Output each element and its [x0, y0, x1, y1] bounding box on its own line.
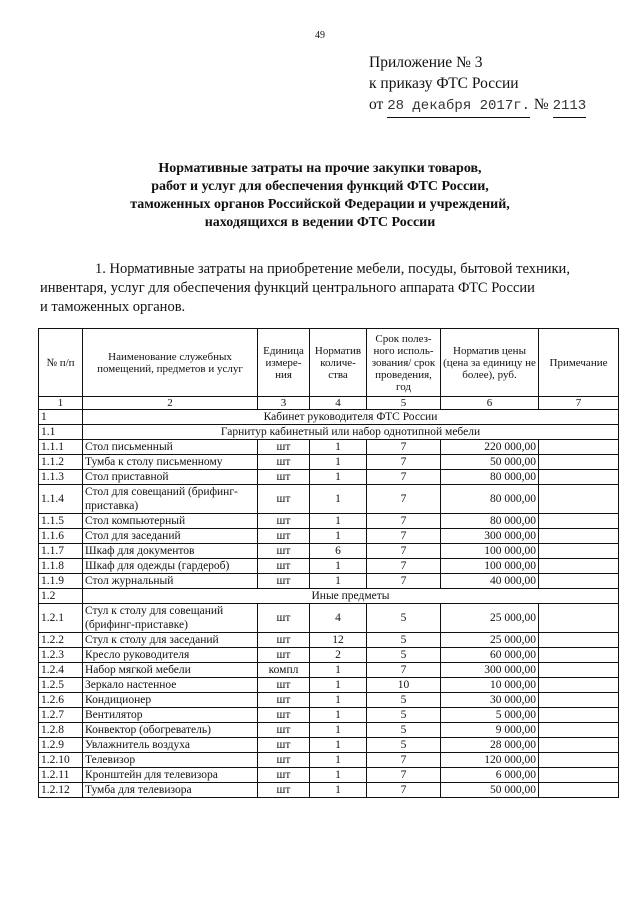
unit: шт: [258, 440, 310, 455]
unit: компл: [258, 663, 310, 678]
order-number: 2113: [553, 96, 587, 118]
table-row: [39, 440, 619, 455]
subsection-row: [39, 589, 619, 604]
price: 300 000,00: [441, 529, 539, 544]
quantity: 1: [310, 723, 367, 738]
row-number: 1.1.5: [39, 514, 83, 529]
note: [539, 440, 619, 455]
note: [539, 648, 619, 663]
table-row: [39, 455, 619, 470]
unit: шт: [258, 768, 310, 783]
useful-life: 5: [367, 633, 441, 648]
row-number: 1.2.1: [39, 604, 83, 633]
unit: шт: [258, 708, 310, 723]
table-row: [39, 768, 619, 783]
column-number: 4: [310, 397, 367, 410]
subsection-number: 1.1: [39, 425, 83, 440]
subsection-label: Гарнитур кабинетный или набор однотипной мебели: [83, 425, 619, 440]
unit: шт: [258, 604, 310, 633]
table-row: [39, 604, 619, 633]
appendix-header: [369, 52, 586, 118]
column-number: 6: [441, 397, 539, 410]
subsection-label: Иные предметы: [83, 589, 619, 604]
table-row: [39, 470, 619, 485]
appendix-title: Приложение № 3: [369, 54, 483, 71]
header-unit: Единица измере-ния: [258, 329, 310, 397]
item-name: Шкаф для документов: [83, 544, 258, 559]
header-number: № п/п: [39, 329, 83, 397]
item-name: Стул к столу для заседаний: [83, 633, 258, 648]
item-name: Увлажнитель воздуха: [83, 738, 258, 753]
column-number: 5: [367, 397, 441, 410]
row-number: 1.1.6: [39, 529, 83, 544]
table-row: [39, 678, 619, 693]
table-row: [39, 783, 619, 798]
useful-life: 7: [367, 485, 441, 514]
quantity: 12: [310, 633, 367, 648]
price: 25 000,00: [441, 604, 539, 633]
unit: шт: [258, 514, 310, 529]
row-number: 1.2.4: [39, 663, 83, 678]
note: [539, 604, 619, 633]
title-line: Нормативные затраты на прочие закупки товаров,: [158, 161, 482, 176]
row-number: 1.1.7: [39, 544, 83, 559]
section-number: 1: [39, 410, 83, 425]
unit: шт: [258, 455, 310, 470]
price: 100 000,00: [441, 559, 539, 574]
price: 80 000,00: [441, 470, 539, 485]
row-number: 1.1.3: [39, 470, 83, 485]
price: 30 000,00: [441, 693, 539, 708]
subsection-number: 1.2: [39, 589, 83, 604]
title-line: работ и услуг для обеспечения функций ФТС России,: [151, 179, 489, 194]
unit: шт: [258, 574, 310, 589]
useful-life: 7: [367, 529, 441, 544]
appendix-date-line: [369, 94, 586, 118]
note: [539, 455, 619, 470]
useful-life: 7: [367, 470, 441, 485]
quantity: 1: [310, 783, 367, 798]
row-number: 1.2.10: [39, 753, 83, 768]
useful-life: 7: [367, 440, 441, 455]
price: 80 000,00: [441, 514, 539, 529]
header-quantity: Норматив количе-ства: [310, 329, 367, 397]
page-number: 49: [315, 30, 325, 41]
price: 28 000,00: [441, 738, 539, 753]
useful-life: 7: [367, 783, 441, 798]
table-row: [39, 633, 619, 648]
useful-life: 5: [367, 648, 441, 663]
table-row: [39, 723, 619, 738]
useful-life: 10: [367, 678, 441, 693]
table-row: [39, 648, 619, 663]
useful-life: 7: [367, 544, 441, 559]
title-line: находящихся в ведении ФТС России: [204, 215, 436, 230]
row-number: 1.2.2: [39, 633, 83, 648]
useful-life: 7: [367, 559, 441, 574]
useful-life: 7: [367, 753, 441, 768]
price: 80 000,00: [441, 485, 539, 514]
unit: шт: [258, 678, 310, 693]
price: 120 000,00: [441, 753, 539, 768]
quantity: 1: [310, 738, 367, 753]
note: [539, 678, 619, 693]
unit: шт: [258, 485, 310, 514]
useful-life: 5: [367, 738, 441, 753]
item-name: Набор мягкой мебели: [83, 663, 258, 678]
quantity: 1: [310, 470, 367, 485]
useful-life: 7: [367, 768, 441, 783]
price: 6 000,00: [441, 768, 539, 783]
note: [539, 708, 619, 723]
quantity: 1: [310, 678, 367, 693]
norms-table: [38, 328, 619, 798]
price: 60 000,00: [441, 648, 539, 663]
item-name: Телевизор: [83, 753, 258, 768]
quantity: 1: [310, 663, 367, 678]
price: 40 000,00: [441, 574, 539, 589]
quantity: 1: [310, 768, 367, 783]
quantity: 1: [310, 693, 367, 708]
item-name: Стол журнальный: [83, 574, 258, 589]
header-note: Примечание: [539, 329, 619, 397]
item-name: Стол письменный: [83, 440, 258, 455]
column-number: 7: [539, 397, 619, 410]
table-row: [39, 753, 619, 768]
appendix-order-ref: к приказу ФТС России: [369, 75, 519, 92]
table-row: [39, 574, 619, 589]
item-name: Стул к столу для совещаний (брифинг-приставке): [83, 604, 258, 633]
useful-life: 7: [367, 514, 441, 529]
quantity: 1: [310, 753, 367, 768]
useful-life: 5: [367, 604, 441, 633]
row-number: 1.2.5: [39, 678, 83, 693]
item-name: Стол компьютерный: [83, 514, 258, 529]
order-date: 28 декабря 2017г.: [387, 96, 530, 118]
item-name: Стол приставной: [83, 470, 258, 485]
item-name: Тумба к столу письменному: [83, 455, 258, 470]
row-number: 1.1.2: [39, 455, 83, 470]
useful-life: 7: [367, 574, 441, 589]
header-price: Норматив цены (цена за единицу не более), руб.: [441, 329, 539, 397]
item-name: Тумба для телевизора: [83, 783, 258, 798]
section-label: Кабинет руководителя ФТС России: [83, 410, 619, 425]
subsection-row: [39, 425, 619, 440]
table-row: [39, 514, 619, 529]
note: [539, 753, 619, 768]
note: [539, 663, 619, 678]
column-number: 3: [258, 397, 310, 410]
item-name: Стол для совещаний (брифинг-приставка): [83, 485, 258, 514]
note: [539, 485, 619, 514]
note: [539, 529, 619, 544]
useful-life: 5: [367, 723, 441, 738]
price: 300 000,00: [441, 663, 539, 678]
unit: шт: [258, 470, 310, 485]
row-number: 1.1.1: [39, 440, 83, 455]
price: 220 000,00: [441, 440, 539, 455]
row-number: 1.2.6: [39, 693, 83, 708]
row-number: 1.2.8: [39, 723, 83, 738]
row-number: 1.2.7: [39, 708, 83, 723]
unit: шт: [258, 738, 310, 753]
row-number: 1.2.9: [39, 738, 83, 753]
column-number: 1: [39, 397, 83, 410]
table-row: [39, 559, 619, 574]
row-number: 1.2.12: [39, 783, 83, 798]
table-row: [39, 485, 619, 514]
item-name: Конвектор (обогреватель): [83, 723, 258, 738]
quantity: 2: [310, 648, 367, 663]
column-number-row: [39, 397, 619, 410]
quantity: 1: [310, 559, 367, 574]
table-row: [39, 529, 619, 544]
useful-life: 7: [367, 663, 441, 678]
row-number: 1.1.9: [39, 574, 83, 589]
quantity: 1: [310, 708, 367, 723]
note: [539, 738, 619, 753]
document-title: [90, 160, 550, 232]
table-header-row: [39, 329, 619, 397]
quantity: 1: [310, 529, 367, 544]
note: [539, 514, 619, 529]
quantity: 1: [310, 440, 367, 455]
price: 9 000,00: [441, 723, 539, 738]
item-name: Стол для заседаний: [83, 529, 258, 544]
price: 50 000,00: [441, 783, 539, 798]
intro-line: инвентаря, услуг для обеспечения функций центрального аппарата ФТС России: [40, 280, 535, 296]
header-term: Срок полез-ного исполь-зования/ срок проведения, год: [367, 329, 441, 397]
item-name: Кресло руководителя: [83, 648, 258, 663]
note: [539, 693, 619, 708]
section-row: [39, 410, 619, 425]
date-prefix: от: [369, 96, 384, 113]
note: [539, 633, 619, 648]
table-row: [39, 544, 619, 559]
quantity: 1: [310, 455, 367, 470]
unit: шт: [258, 753, 310, 768]
note: [539, 544, 619, 559]
note: [539, 783, 619, 798]
note: [539, 559, 619, 574]
quantity: 4: [310, 604, 367, 633]
unit: шт: [258, 544, 310, 559]
note: [539, 470, 619, 485]
unit: шт: [258, 559, 310, 574]
note: [539, 768, 619, 783]
row-number: 1.1.8: [39, 559, 83, 574]
row-number: 1.2.3: [39, 648, 83, 663]
note: [539, 574, 619, 589]
intro-line: и таможенных органов.: [40, 299, 186, 315]
intro-paragraph: [40, 260, 616, 317]
unit: шт: [258, 723, 310, 738]
item-name: Зеркало настенное: [83, 678, 258, 693]
row-number: 1.1.4: [39, 485, 83, 514]
table-row: [39, 663, 619, 678]
quantity: 1: [310, 485, 367, 514]
item-name: Кондиционер: [83, 693, 258, 708]
column-number: 2: [83, 397, 258, 410]
unit: шт: [258, 783, 310, 798]
price: 50 000,00: [441, 455, 539, 470]
table-row: [39, 738, 619, 753]
useful-life: 5: [367, 708, 441, 723]
number-prefix: №: [533, 96, 549, 113]
title-line: таможенных органов Российской Федерации и учреждений,: [130, 197, 510, 212]
table-row: [39, 693, 619, 708]
row-number: 1.2.11: [39, 768, 83, 783]
header-name: Наименование служебных помещений, предметов и услуг: [83, 329, 258, 397]
quantity: 1: [310, 574, 367, 589]
item-name: Вентилятор: [83, 708, 258, 723]
table-row: [39, 708, 619, 723]
price: 100 000,00: [441, 544, 539, 559]
note: [539, 723, 619, 738]
intro-line: 1. Нормативные затраты на приобретение мебели, посуды, бытовой техники,: [95, 261, 570, 277]
useful-life: 5: [367, 693, 441, 708]
item-name: Кронштейн для телевизора: [83, 768, 258, 783]
unit: шт: [258, 693, 310, 708]
price: 25 000,00: [441, 633, 539, 648]
unit: шт: [258, 633, 310, 648]
item-name: Шкаф для одежды (гардероб): [83, 559, 258, 574]
unit: шт: [258, 648, 310, 663]
unit: шт: [258, 529, 310, 544]
price: 10 000,00: [441, 678, 539, 693]
useful-life: 7: [367, 455, 441, 470]
quantity: 1: [310, 514, 367, 529]
price: 5 000,00: [441, 708, 539, 723]
quantity: 6: [310, 544, 367, 559]
